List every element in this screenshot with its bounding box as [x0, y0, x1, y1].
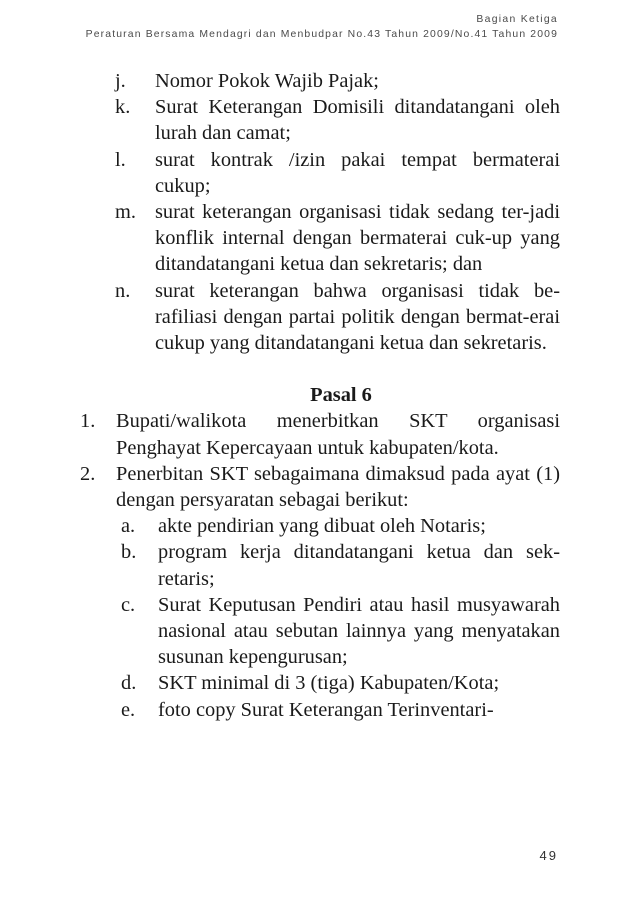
sub-list-text: akte pendirian yang dibuat oleh Notaris;: [158, 515, 486, 538]
list-item: [80, 147, 560, 199]
sub-list-item: [80, 513, 560, 539]
sub-list-item: [80, 539, 560, 591]
sub-list-text: SKT minimal di 3 (tiga) Kabupaten/Kota;: [158, 672, 500, 695]
sub-list: [80, 513, 560, 723]
sub-list-marker: b.: [121, 541, 137, 564]
list-marker: m.: [115, 201, 136, 224]
sub-list-marker: c.: [121, 593, 136, 616]
list-marker: l.: [115, 148, 126, 171]
sub-list-item: [80, 670, 560, 696]
list-item: [80, 278, 560, 357]
page-number: 49: [539, 848, 558, 863]
pasal-heading: Pasal 6: [310, 384, 372, 407]
sub-list-marker: d.: [121, 672, 137, 695]
running-header: [86, 12, 558, 42]
list-marker: n.: [115, 279, 131, 302]
header-regulation: Peraturan Bersama Mendagri dan Menbudpar No.43 Tahun 2009/No.41 Tahun 2009: [85, 29, 558, 40]
sub-list-marker: a.: [121, 515, 136, 538]
pasal-item-number: 2.: [80, 462, 96, 485]
sub-list-marker: e.: [121, 698, 136, 721]
pasal-item: [80, 461, 560, 513]
list-text: surat kontrak /izin pakai tempat bermaterai cukup;: [155, 148, 560, 197]
list-item: [80, 94, 560, 146]
pasal-item-text: Penerbitan SKT sebagaimana dimaksud pada ayat (1) dengan persyaratan sebagai berikut:: [116, 462, 560, 512]
list-item: [80, 68, 560, 94]
sub-list-item: [80, 592, 560, 671]
sub-list-item: [80, 697, 560, 723]
list-text: Nomor Pokok Wajib Pajak;: [155, 70, 379, 92]
pasal-item-number: 1.: [80, 410, 96, 433]
list-text: surat keterangan bahwa organisasi tidak be-rafiliasi dengan partai politik dengan bermat-erai cukup yang ditandatangani ketua dan sekretaris.: [155, 279, 560, 355]
list-text: surat keterangan organisasi tidak sedang ter-jadi konflik internal dengan bermaterai cuk-up yang ditandatangani ketua dan sekretaris; dan: [155, 201, 560, 276]
list-marker: k.: [115, 96, 131, 119]
pasal-item: [80, 408, 560, 460]
list-marker: j.: [115, 70, 126, 92]
list-text: Surat Keterangan Domisili ditandatangani oleh lurah dan camat;: [155, 96, 560, 145]
header-section: Bagian Ketiga: [476, 14, 558, 25]
pasal-item-text: Bupati/walikota menerbitkan SKT organisasi Penghayat Kepercayaan untuk kabupaten/kota.: [116, 410, 560, 459]
list-item: [80, 199, 560, 278]
sub-list-text: program kerja ditandatangani ketua dan sek-retaris;: [158, 541, 560, 590]
sub-list-text: Surat Keputusan Pendiri atau hasil musyawarah nasional atau sebutan lainnya yang menyatakan susunan kepengurusan;: [158, 593, 560, 669]
page-body: [80, 68, 560, 723]
list-top: [80, 68, 560, 356]
sub-list-text: foto copy Surat Keterangan Terinventari-: [158, 698, 494, 721]
